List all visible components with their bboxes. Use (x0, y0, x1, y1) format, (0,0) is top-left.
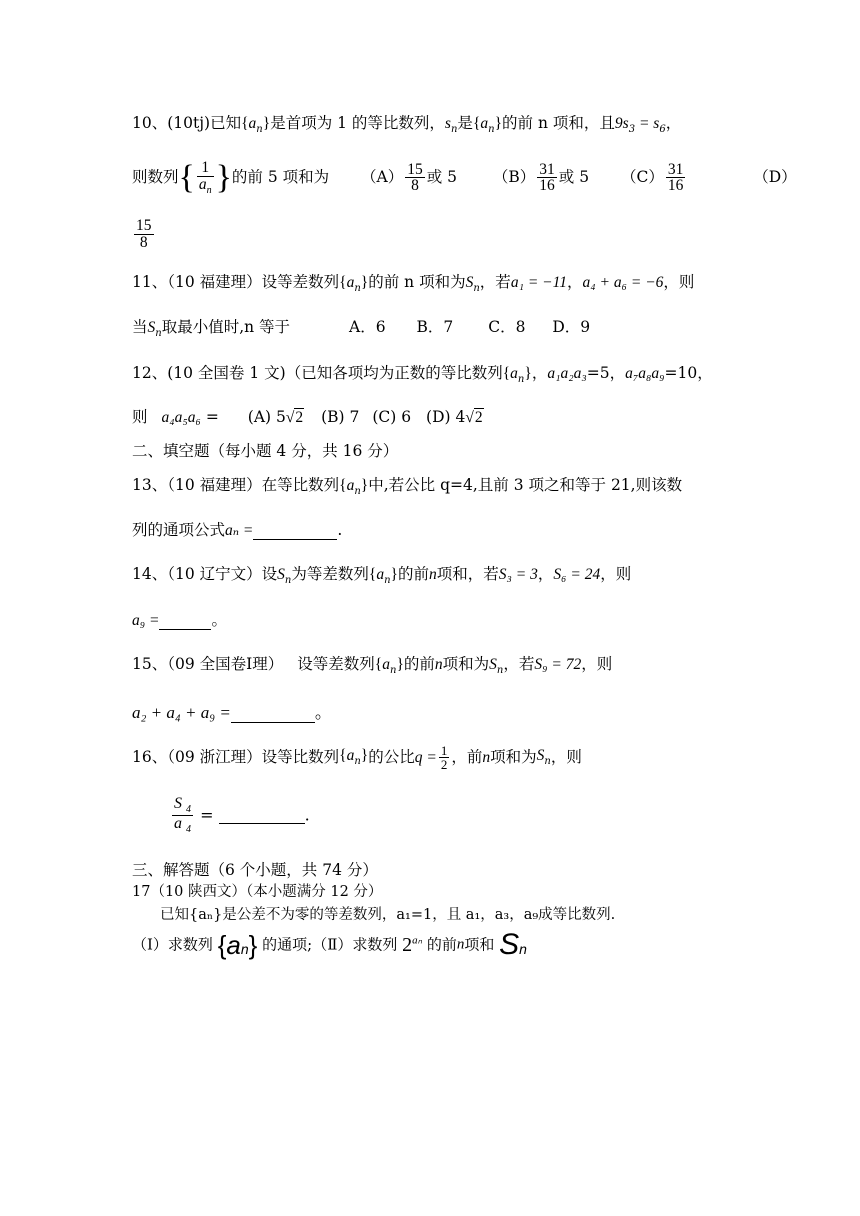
q14-line1: 14、（10 辽宁文）设$S_n$为等差数列$\{a_n\}$的前n项和，若S₃ = 3，S₆ = 24，则 (132, 565, 632, 586)
q11-line1: 11、（10 福建理）设等差数列$\{a_n\}$的前 n 项和为$S_n$，若a₁ = −11，a₄ + a₆ = −6，则 (132, 273, 695, 294)
q13-line2: 列的通项公式aₙ = . (132, 521, 343, 539)
q17-body: 已知{aₙ}是公差不为零的等差数列，a₁=1，且 a₁，a₃，a₉成等比数列. (160, 907, 616, 923)
q10-option-a: （A） (361, 168, 404, 186)
q12-line2: 则 a₄a₅a₆ = (A) 5√2 (B) 7 (C) 6 (D) 4√2 (132, 408, 483, 426)
q17-heading: 17（10 陕西文）（本小题满分 12 分） (132, 884, 383, 900)
q16-line1: 16、（09 浙江理）设等比数列$\{a_n\}$的公比q = $\frac{1}{2}$ ，前n项和为$S_n$，则 (132, 743, 582, 772)
q16-answer-blank[interactable] (219, 807, 305, 824)
q15-answer-blank[interactable] (231, 705, 315, 723)
q14-line2: a₉ = 。 (132, 611, 227, 629)
q10-line3: $\frac{15}{8}$ (136, 217, 152, 251)
q10-option-b: （B） (492, 168, 536, 186)
section-3-heading: 三、解答题（6 个小题，共 74 分） (132, 861, 378, 879)
q15-line2: a₂ + a₄ + a₉ = 。 (132, 703, 332, 723)
q17-parts: （Ⅰ）求数列 {an} 的通项;（Ⅱ）求数列 $2^{a_n}$ 的前n项和 Sn (132, 928, 527, 961)
q13-line1: 13、（10 福建理）在等比数列$\{a_n\}$中,若公比 q=4,且前 3 项之和等于 21,则该数 (132, 476, 683, 497)
q11-line2: 当$S_n$取最小值时,n 等于 A．6 B．7 C．8 D．9 (132, 318, 591, 339)
q12-line1: 12、(10 全国卷 1 文)（已知各项均为正数的等比数列$\{a_n\}$，a₁a₂a₃=5，a₇a₈a₉=10， (132, 364, 713, 385)
q15-line1: 15、（09 全国卷Ⅰ理） 设等差数列$\{a_n\}$的前n项和为$S_n$，若S₉ = 72，则 (132, 655, 613, 676)
q14-answer-blank[interactable] (159, 613, 211, 630)
q10-line1: 10、(10tj)已知$\{a_n\}$是首项为 1 的等比数列，$s_n$是$\{a_n\}$的前 n 项和，且$9s_3 = s_6$， (132, 114, 682, 135)
q16-line2: $\frac{S _4}{a _4}$ = . (174, 795, 310, 835)
q13-answer-blank[interactable] (253, 523, 337, 540)
q10-option-c: （C） (620, 168, 664, 186)
q10-option-d: （D） (753, 168, 797, 186)
section-2-heading: 二、填空题（每小题 4 分，共 16 分） (132, 442, 399, 460)
q10-line2: 则数列{ $\frac{1}{a_n}$ }的前 5 项和为 （A） $\frac{15}{8}$ 或 5 （B） $\frac{31}{16}$ 或 5 （C） $\frac{31}{16}$ （D） (132, 158, 797, 196)
q10-number: 10、 (132, 114, 168, 132)
